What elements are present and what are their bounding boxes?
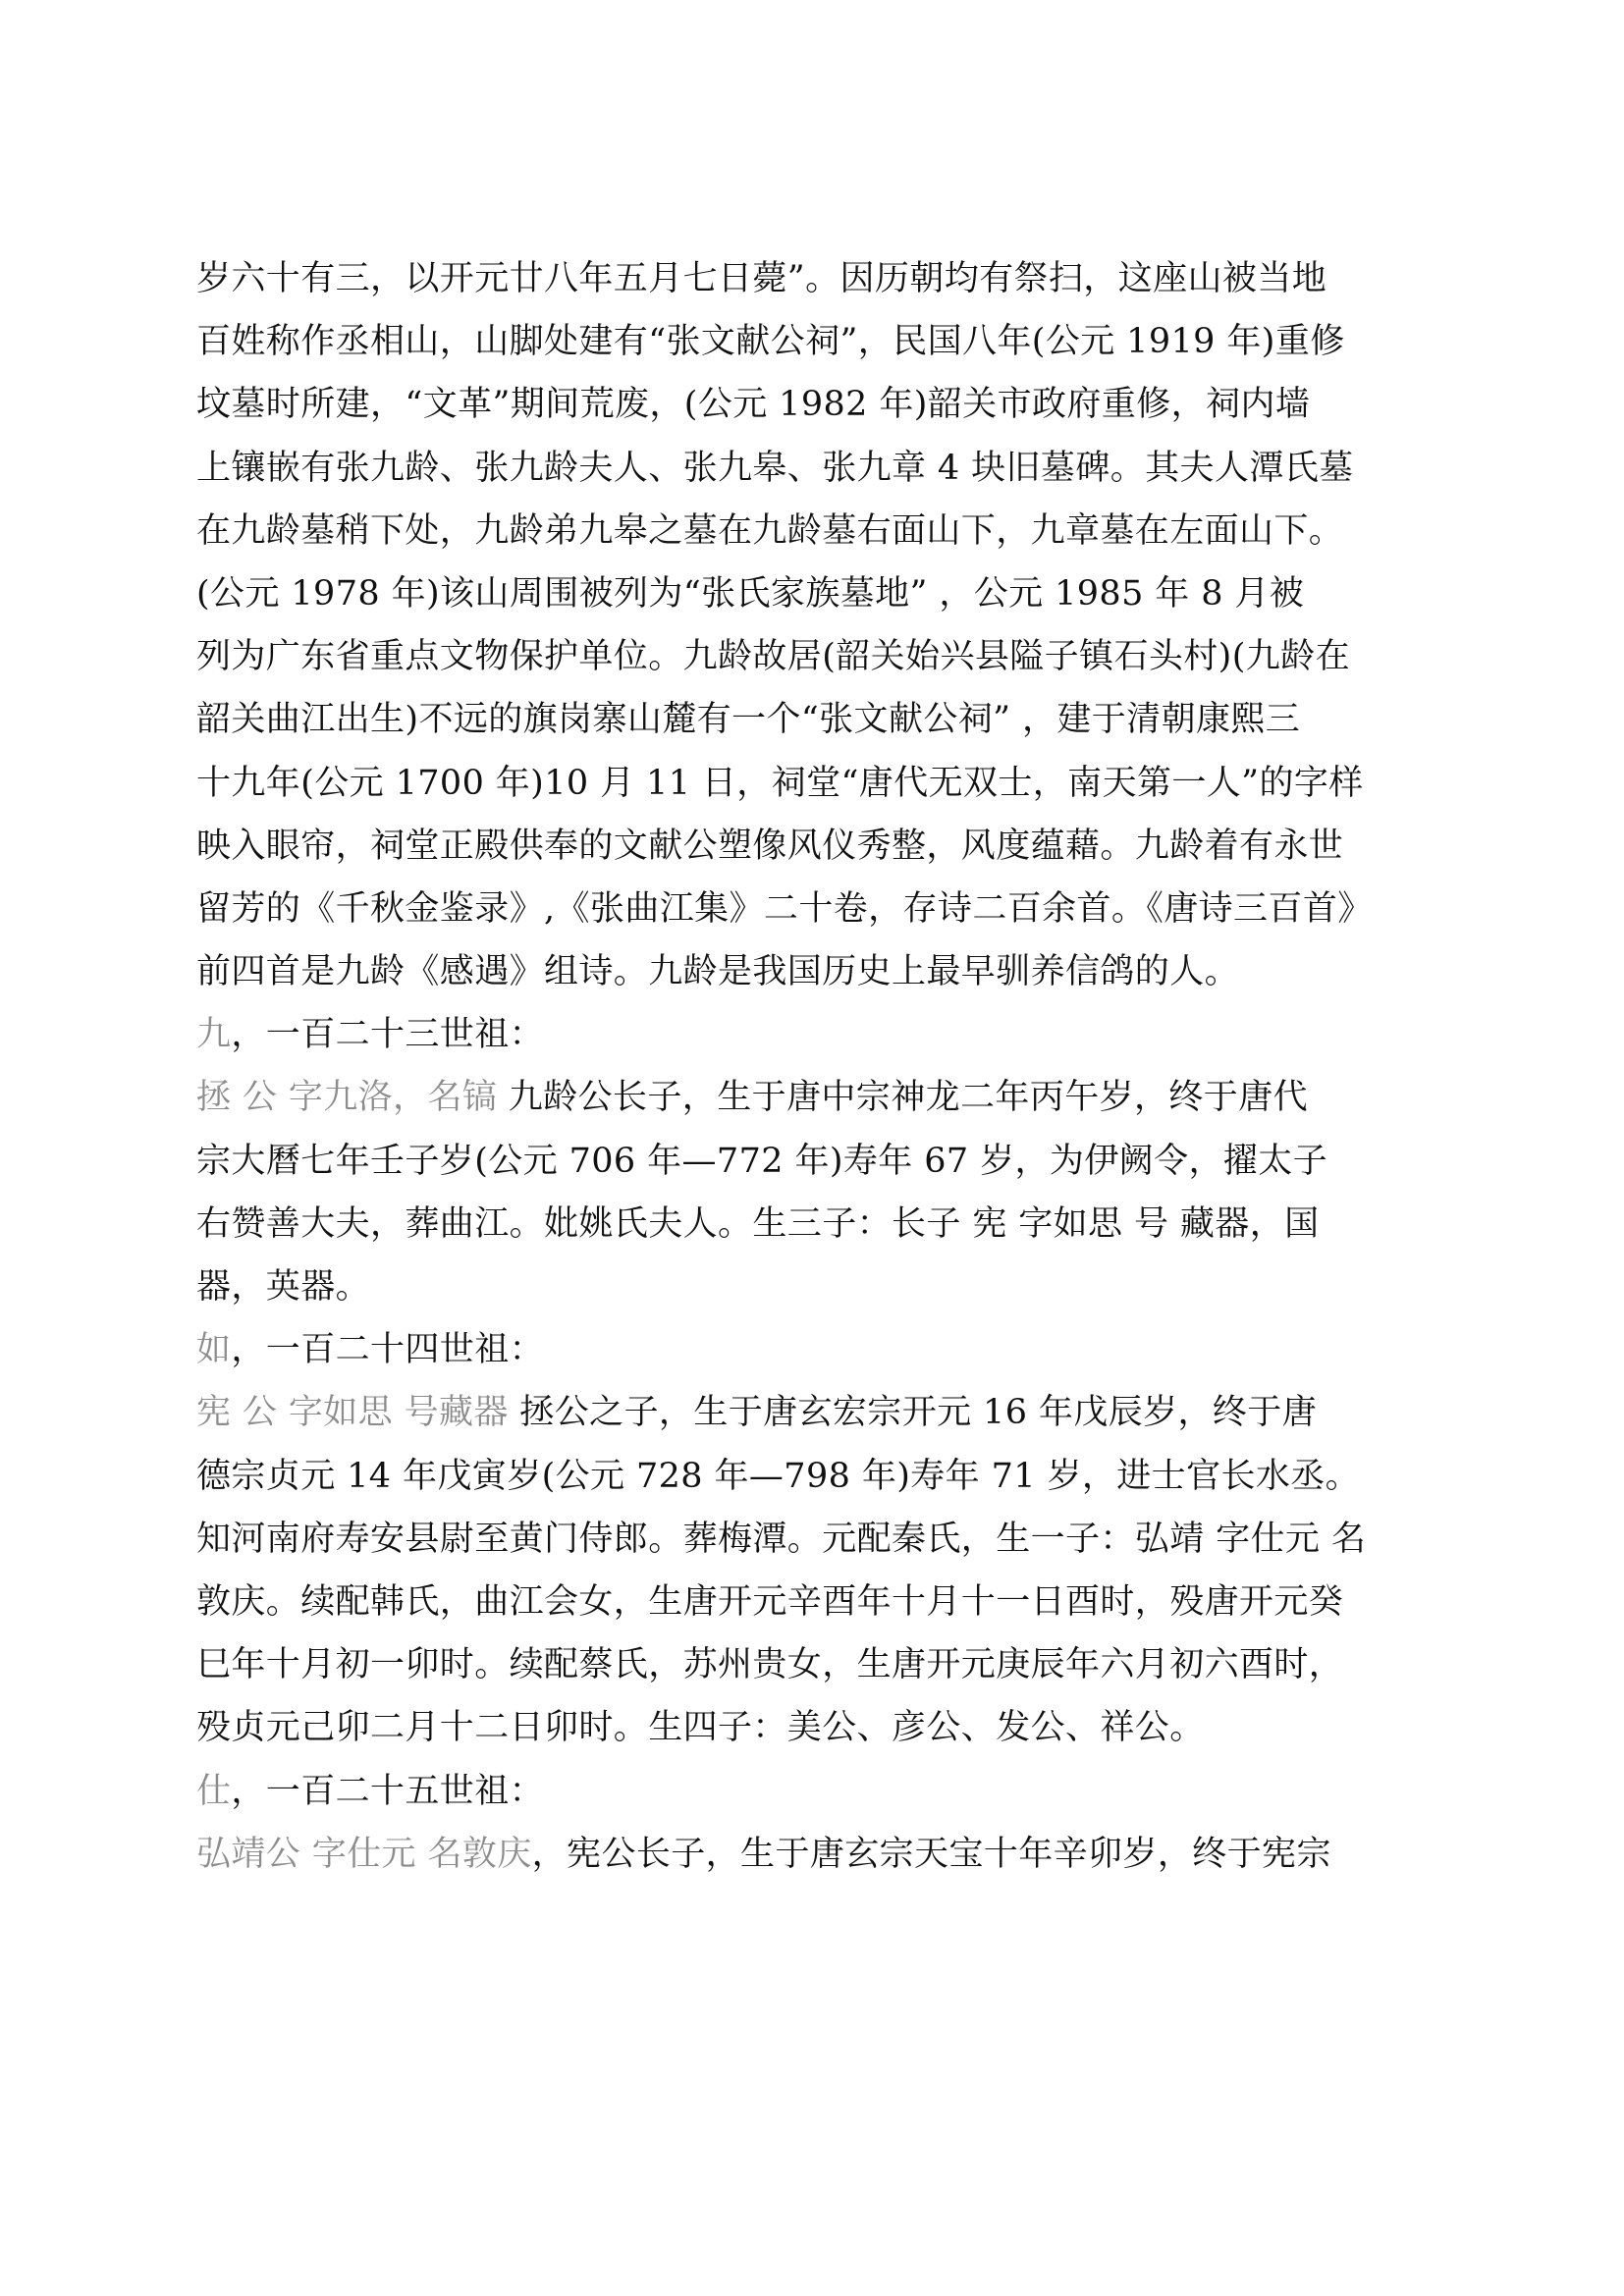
- text-line: 岁六十有三，以开元廿八年五月七日薨”。因历朝均有祭扫，这座山被当地: [196, 259, 1327, 298]
- ancestor-name: 弘靖公 字仕元 名敦庆: [196, 1834, 532, 1874]
- text-line: (公元 1978 年)该山周围被列为“张氏家族墓地” ，公元 1985 年 8 月被: [196, 573, 1305, 614]
- text-line: 前四首是九龄《感遇》组诗。九龄是我国历史上最早驯养信鸽的人。: [196, 952, 1240, 992]
- ancestor-name: 拯 公 字九洛，名镐: [196, 1078, 498, 1118]
- text-line: 巳年十月初一卯时。续配蔡氏，苏州贵女，生唐开元庚辰年六月初六酉时，: [196, 1645, 1344, 1685]
- text-line: 坟墓时所建，“文革”期间荒废，(公元 1982 年)韶关市政府重修，祠内墙: [196, 385, 1311, 425]
- generation-char: 九: [196, 1015, 232, 1055]
- text-line: 映入眼帘，祠堂正殿供奉的文献公塑像风仪秀整，风度蕴藉。九龄着有永世: [196, 826, 1344, 866]
- generation-title: ，一百二十四世祖：: [231, 1330, 545, 1370]
- text-line-rest: 拯公之子，生于唐玄宏宗开元 16 年戊辰岁，终于唐: [508, 1393, 1318, 1433]
- text-line: 百姓称作丞相山，山脚处建有“张文献公祠”，民国八年(公元 1919 年)重修: [196, 322, 1345, 362]
- text-line: 右赞善大夫，葬曲江。妣姚氏夫人。生三子：长子 宪 字如思 号 藏器，国: [196, 1203, 1320, 1244]
- text-line: [196, 1381, 1435, 1444]
- generation-section: [196, 1760, 1435, 1886]
- intro-paragraph: [196, 247, 1435, 1003]
- text-line: 上镶嵌有张九龄、张九龄夫人、张九皋、张九章 4 块旧墓碑。其夫人潭氏墓: [196, 448, 1354, 488]
- text-line-rest: 九龄公长子，生于唐中宗神龙二年丙午岁，终于唐代: [497, 1078, 1308, 1118]
- text-line: 韶关曲江出生)不远的旗岗寨山麓有一个“张文献公祠” ，建于清朝康熙三: [196, 700, 1301, 740]
- text-line-rest: ，宪公长子，生于唐玄宗天宝十年辛卯岁，终于宪宗: [531, 1834, 1331, 1874]
- generation-heading: [196, 1003, 1435, 1066]
- text-line: 德宗贞元 14 年戊寅岁(公元 728 年—798 年)寿年 71 岁，进士官长水丞。: [196, 1456, 1361, 1496]
- text-line: 宗大曆七年壬子岁(公元 706 年—772 年)寿年 67 岁，为伊阙令，擢太子: [196, 1141, 1328, 1181]
- generation-heading: [196, 1760, 1435, 1823]
- generation-char: 如: [196, 1330, 232, 1370]
- generation-title: ，一百二十五世祖：: [231, 1771, 545, 1811]
- generation-heading: [196, 1318, 1435, 1381]
- text-line: [196, 1823, 1435, 1886]
- ancestor-name: 宪 公 字如思 号藏器: [196, 1393, 509, 1433]
- text-line: 殁贞元己卯二月十二日卯时。生四子：美公、彦公、发公、祥公。: [196, 1708, 1205, 1748]
- text-line: 十九年(公元 1700 年)10 月 11 日，祠堂“唐代无双士，南天第一人”的字样: [196, 763, 1364, 803]
- text-line: 知河南府寿安县尉至黄门侍郎。葬梅潭。元配秦氏，生一子：弘靖 字仕元 名: [196, 1519, 1367, 1559]
- text-line: 列为广东省重点文物保护单位。九龄故居(韶关始兴县隘子镇石头村)(九龄在: [196, 637, 1350, 677]
- text-line: 留芳的《千秋金鉴录》,《张曲江集》二十卷，存诗二百余首。《唐诗三百首》: [196, 888, 1373, 929]
- generation-section: [196, 1003, 1435, 1318]
- text-line: 在九龄墓稍下处，九龄弟九皋之墓在九龄墓右面山下，九章墓在左面山下。: [196, 510, 1344, 551]
- text-line: [196, 1066, 1435, 1129]
- document-body: [196, 247, 1435, 1886]
- generation-char: 仕: [196, 1771, 232, 1811]
- generation-section: [196, 1318, 1435, 1759]
- generation-title: ，一百二十三世祖：: [231, 1015, 545, 1055]
- text-line: 器，英器。: [196, 1267, 371, 1307]
- text-line: 敦庆。续配韩氏，曲江会女，生唐开元辛酉年十月十一日酉时，殁唐开元癸: [196, 1581, 1344, 1622]
